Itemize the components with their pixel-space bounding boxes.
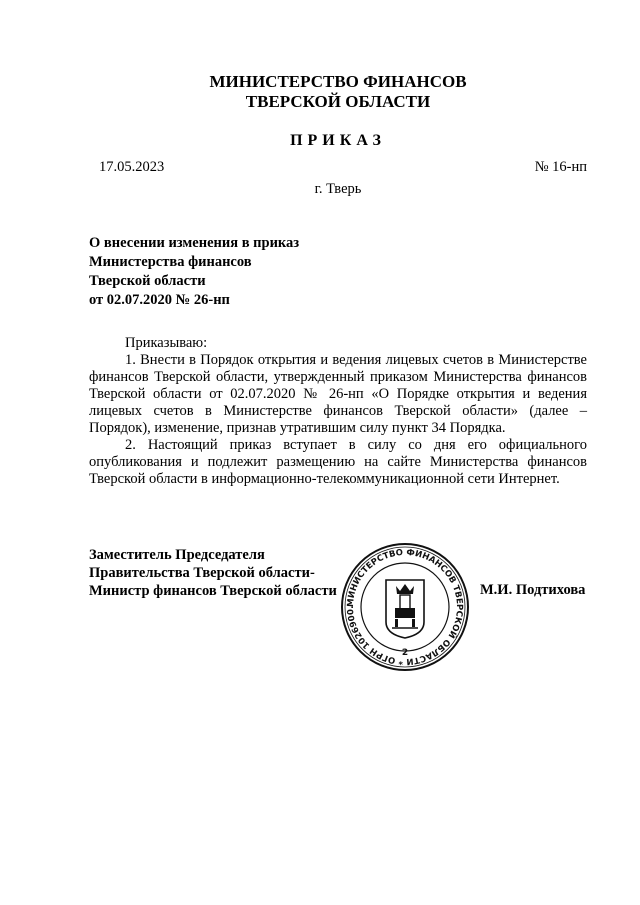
coat-of-arms-icon [386, 580, 424, 638]
official-seal [340, 542, 470, 672]
body-item-1: 1. Внести в Порядок открытия и ведения лицевых счетов в Министерстве финансов Тверской области, утвержденный приказом Министерства финансов Тверской области от 02.07.2020 № 26-нп «О Порядке открытия и ведения лицевых счетов в Министерстве финансов Тверской области» (далее – Порядок), изменение, признав утратившим силу пункт 34 Порядка. [89, 352, 587, 436]
body-intro: Приказываю: [125, 335, 208, 351]
document-type: ПРИКАЗ [290, 132, 386, 149]
ministry-name [0, 72, 640, 112]
body-item-2: 2. Настоящий приказ вступает в силу со дня его официального опубликования и подлежит размещению на сайте Министерства финансов Тверской области в информационно-телекоммуникационной сети Интернет. [89, 437, 587, 487]
document-date: 17.05.2023 [99, 159, 165, 175]
ministry-name-line1: МИНИСТЕРСТВО ФИНАНСОВ [209, 72, 467, 91]
seal-text: МИНИСТЕРСТВО ФИНАНСОВ ТВЕРСКОЙ ОБЛАСТИ * ОГРН 1026900. [345, 547, 465, 667]
subject-line4: от 02.07.2020 № 26-нп [89, 292, 230, 308]
seal-number: 2 [401, 648, 409, 658]
signer-position [89, 546, 337, 600]
document-number: № 16-нп [534, 159, 587, 175]
subject-line3: Тверской области [89, 273, 206, 289]
ministry-name-line2: ТВЕРСКОЙ ОБЛАСТИ [245, 92, 431, 111]
subject-line2: Министерства финансов [89, 254, 252, 270]
subject-line1: О внесении изменения в приказ [89, 235, 300, 251]
signer-name: М.И. Подтихова [480, 582, 586, 598]
document-subject [89, 234, 299, 310]
signer-position-line2: Правительства Тверской области- [89, 565, 315, 581]
document-body [89, 335, 587, 488]
signer-position-line3: Министр финансов Тверской области [89, 583, 337, 599]
signer-position-line1: Заместитель Председателя [89, 547, 265, 563]
document-city: г. Тверь [314, 181, 362, 197]
